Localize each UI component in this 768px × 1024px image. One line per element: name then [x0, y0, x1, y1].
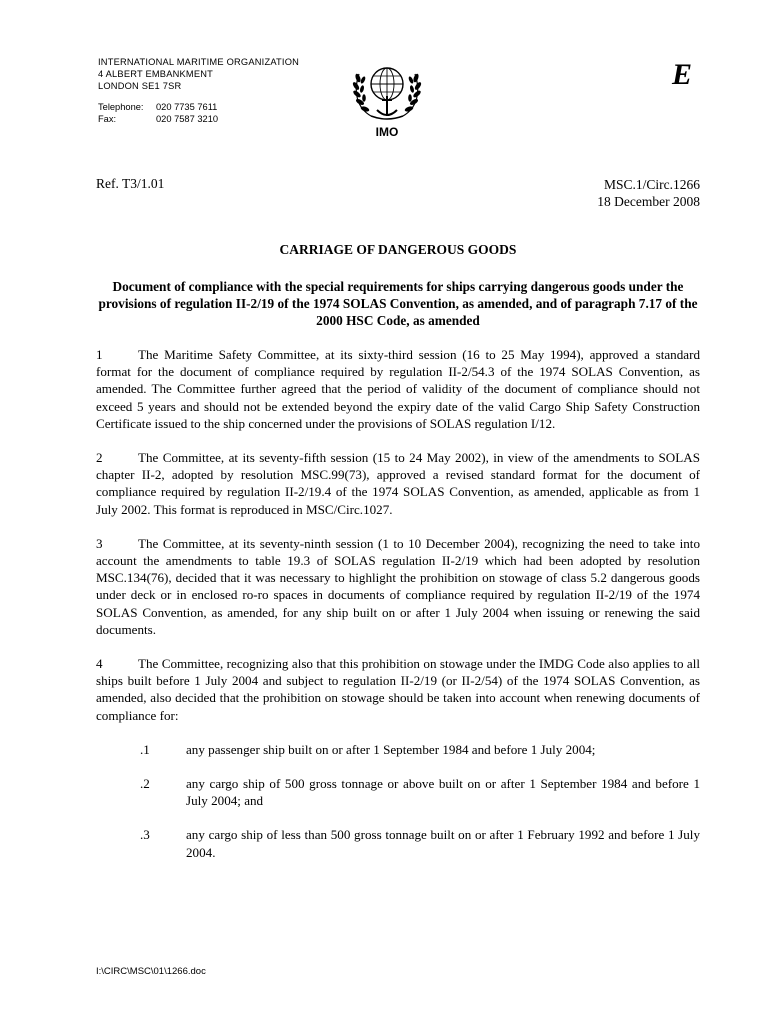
- address-line: LONDON SE1 7SR: [98, 81, 182, 91]
- fax-row: [98, 113, 218, 125]
- file-path-footer: I:\CIRC\MSC\01\1266.doc: [96, 966, 206, 977]
- paragraph-number: 2: [96, 450, 103, 466]
- list-item-number: .2: [140, 776, 150, 792]
- paragraph-text: The Committee, at its seventy-fifth session (15 to 24 May 2002), in view of the amendments to SOLAS chapter II-2, adopted by resolution MSC.99(73), approved a revised standard format for the document of compliance required by regulation II-2/19.4 of the 1974 SOLAS Convention, as amended, applicable as from 1 July 2002. This format is reproduced in MSC/Circ.1027.: [96, 450, 700, 517]
- list-item-number: .1: [140, 741, 150, 757]
- paragraph: [96, 449, 700, 518]
- circular-number: MSC.1/Circ.1266: [603, 177, 700, 192]
- list-item: [96, 775, 700, 809]
- list-item-number: .3: [140, 827, 150, 843]
- telephone-label: Telephone:: [98, 102, 144, 112]
- contact-block: [98, 101, 218, 125]
- list-item-text: any cargo ship of less than 500 gross tonnage built on or after 1 February 1992 and before 1 July 2004.: [186, 827, 700, 860]
- fax-value: 020 7587 3210: [156, 114, 219, 124]
- document-body: [96, 346, 700, 878]
- imo-emblem-icon: [349, 56, 425, 124]
- fax-label: Fax:: [98, 114, 117, 124]
- address-line: 4 ALBERT EMBANKMENT: [98, 69, 214, 79]
- reference-number: Ref. T3/1.01: [96, 176, 165, 191]
- paragraph-number: 1: [96, 347, 103, 362]
- address-line: INTERNATIONAL MARITIME ORGANIZATION: [98, 57, 300, 67]
- paragraph-number: 3: [96, 535, 103, 551]
- document-subtitle: Document of compliance with the special requirements for ships carrying dangerous goods under the provisions of regulation II-2/19 of the 1974 SOLAS Convention, as amended, and of paragraph 7.17 of the 2000 HSC Code, as amended: [98, 279, 698, 328]
- paragraph-text: The Maritime Safety Committee, at its sixty-third session (16 to 25 May 1994), approved a standard format for the document of compliance required by regulation II-2/54.3 of the 1974 SOLAS Convention, as amended. The Committee further agreed that the period of validity of the document of compliance should not exceed 5 years and should not be extended beyond the expiry date of the valid Cargo Ship Safety Construction Certificate issued to the ship concerned under the provisions of SOLAS regulation I/12.: [96, 347, 700, 431]
- paragraph-number: 4: [96, 656, 103, 672]
- telephone-value: 020 7735 7611: [156, 102, 218, 112]
- organization-address: [98, 56, 299, 92]
- list-item: [96, 826, 700, 860]
- list-item-text: any passenger ship built on or after 1 September 1984 and before 1 July 2004;: [186, 741, 596, 757]
- circular-date: 18 December 2008: [597, 194, 700, 209]
- paragraph: [96, 346, 700, 432]
- circular-info: [597, 176, 700, 210]
- paragraph: [96, 655, 700, 724]
- document-title: CARRIAGE OF DANGEROUS GOODS: [279, 242, 517, 257]
- telephone-row: [98, 101, 218, 113]
- language-code: E: [671, 58, 692, 91]
- list-item: [96, 741, 700, 758]
- paragraph-text: The Committee, recognizing also that this prohibition on stowage under the IMDG Code also applies to all ships built before 1 July 2004 and subject to regulation II-2/19 (or II-2/54) of the 1974 SOLAS Convention, as amended, also decided that the prohibition on stowage should be taken into account when renewing documents of compliance for:: [96, 656, 700, 723]
- list-item-text: any cargo ship of 500 gross tonnage or above built on or after 1 September 1984 and before 1 July 2004; and: [186, 776, 700, 809]
- paragraph: [96, 535, 700, 638]
- imo-caption: IMO: [375, 125, 399, 139]
- paragraph-text: The Committee, at its seventy-ninth session (1 to 10 December 2004), recognizing the need to take into account the amendments to table 19.3 of SOLAS regulation II-2/19 which had been adopted by resolution MSC.134(76), decided that it was necessary to highlight the prohibition on stowage of class 5.2 dangerous goods under deck or in enclosed ro-ro spaces in documents of compliance required by regulation II-2/19 of the 1974 SOLAS Convention, as amended, for any ship built on or after 1 July 2004 when issuing or renewing the said documents.: [96, 535, 700, 637]
